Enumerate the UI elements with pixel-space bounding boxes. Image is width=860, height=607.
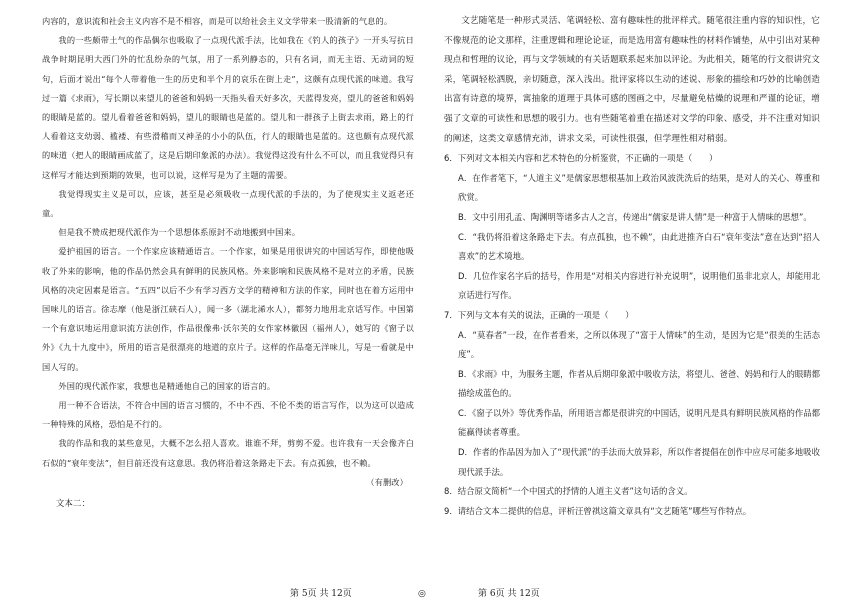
- binding-mark-icon: ◎: [418, 589, 426, 599]
- question-7-option-b: B．《求雨》中，为服务主题，作者从后期印象派中吸收方法，将望儿、爸爸、妈妈和行人的眼睛都描绘成蓝色的。: [458, 368, 820, 399]
- question-7-option-a: A．“莫春者”一段，在作者看来，之所以体现了“富于人情味”的生动，是因为它是“很美的生活态度”。: [458, 329, 820, 360]
- question-8: 8．结合原文简析“一个中国式的抒情的人道主义者”这句话的含义。: [444, 486, 693, 497]
- left-paragraph: 外国的现代派作家，我想也是精通他自己的国家的语言的。: [58, 380, 276, 391]
- right-page-column: [444, 12, 820, 521]
- question-9: 9．请结合文本二提供的信息，评析汪曾祺这篇文章具有“文艺随笔”哪些写作特点。: [444, 505, 752, 516]
- left-page-number: 第 5页 共 12页: [290, 589, 352, 599]
- question-6: [444, 149, 820, 306]
- question-6-option-a: A．在作者笔下，“人道主义”是儒家思想根基加上政治风波洗洗后的结果，是对人的关心、尊重和欣赏。: [458, 172, 820, 203]
- question-7-option-d: D．作者的作品因为加入了“现代派”的手法而大放异彩，所以作者提倡在创作中应尽可能多地吸收现代派手法。: [458, 447, 820, 477]
- question-6-option-c: C．“我仍将沿着这条路走下去。有点孤独，也不赖”，由此进推齐白石“衰年变法”意在达到“招人喜欢”的艺术境地。: [458, 231, 820, 262]
- question-7: [444, 306, 820, 482]
- left-paragraph: 爱护祖国的语言。一个作家应该精通语言。一个作家，如果是用很讲究的中国话写作，即使他吸收了外来的影响，他的作品仍然会具有鲜明的民族风格。外来影响和民族风格不是对立的矛盾，民族风格的决定因素是语言。“五四”以后不少有学习西方文学的精神和方法的作家，同时也在着方运用中国味儿的语言。徐志摩（他是浙江硖石人），闻一多（湖北浠水人），都努力地用北京话写作。中国第一个有意识地运用意识流方法创作，作品很像弗·沃尔芙的女作家林徽因（福州人），她写的《窗子以外》《九十九度中》，所用的语言是很漂亮的地道的京片子。这样的作品毫无洋味儿，写是一看就是中国人写的。: [42, 246, 414, 372]
- left-paragraph: 内容的，意识流和社会主义内容不是不相容，而是可以给社会主义文学带来一股清新的气息的。: [42, 16, 393, 26]
- left-page-column: [42, 12, 414, 514]
- section-heading-text-two: 文本二：: [56, 498, 91, 509]
- left-paragraphs: [42, 12, 414, 473]
- source-note: （有删改）: [366, 476, 408, 487]
- left-paragraph: 我的一些颇带土气的作品偶尔也吸取了一点现代派手法，比如我在《钓人的孩子》一开头写抗日战争时期昆明大西门外的忙乱纷杂的气氛，用了一系列静态的，只有名词，而无主语、无动词的短句，后面才说出“每个人带着他一生的历史和半个月的哀乐在街上走”，这颇有点现代派的味道。我写过一篇《求雨》，写长期以来望儿的爸爸和妈妈一天指头看天好多次，天蓝得发亮，望儿的爸爸和妈妈的眼睛是蓝的。望儿看着爸爸和妈妈，望儿的眼睛也是蓝的。望儿和一群孩子上街去求雨，路上的行人看着这支幼弱、褴褛、有些滑稽而又神圣的小小的队伍，行人的眼睛也是蓝的。这也颇有点现代派的味道（把人的眼睛画成蓝了，这是后期印象派的办法）。我觉得这没有什么不可以，而且我觉得只有这样写才能达到预期的效果，也可以说，这样写是为了主题的需要。: [42, 35, 414, 180]
- question-7-option-c: C．《窗子以外》等优秀作品，所用语言都是很讲究的中国话，说明凡是具有鲜明民族风格的作品都能赢得读者尊重。: [458, 407, 820, 438]
- question-6-stem: 6．下列对文本相关内容和艺术特色的分析鉴赏，不正确的一项是（ ）: [444, 153, 718, 164]
- left-paragraph: 用一种不合语法，不符合中国的语言习惯的，不中不西、不伦不类的语言写作，以为这可以造成一种特殊的风格，恐怕是不行的。: [42, 400, 414, 430]
- left-paragraph: 但是我不赞成把现代派作为一个思想体系原封不动地搬到中国来。: [58, 227, 301, 238]
- question-6-option-d: D．几位作家名字后的括号，作用是“对相关内容进行补充说明”，说明他们虽非北京人，却能用北京话进行写作。: [458, 270, 820, 301]
- left-paragraph: 我觉得现实主义是可以，应该，甚至是必须吸收一点现代派的手法的，为了使现实主义返老还童。: [42, 188, 414, 219]
- question-6-option-b: B．文中引用孔孟、陶渊明等诸多古人之言，传递出“儒家是讲人情”是一种富于人情味的思想”。: [458, 211, 812, 222]
- text-two-intro: 文艺随笔是一种形式灵活、笔调轻松、富有趣味性的批评样式。随笔很注重内容的知识性，它不像规范的论文那样，注重逻辑和理论论证，而是选用富有趣味性的材料作铺垫，从中引出对某种现点和哲理的议论，再与文学领域的有关话题联系起来加以评论。为此相关，随笔的行文很讲究文采，笔调轻松洒脱，亲切随意，深入浅出。批评家将以生动的述说、形象的描绘和巧妙的比喻创造出富有诗意的境界，寓抽象的道理于具体可感的图画之中，尽量避免枯燥的说理和严谨的论证，增强了文章的可读性和思想的吸引力。也有些随笔着重在描述对文学的印象、感受，并不注重对知识的阐述，这类文章感情充沛，讲求文采，可读性很强，但学理性相对稍弱。: [444, 16, 820, 144]
- question-7-stem: 7．下列与文本有关的说法，正确的一项是（ ）: [444, 309, 634, 320]
- right-page-number: 第 6页 共 12页: [478, 589, 540, 599]
- left-paragraph: 我的作品和我的某些意见，大概不怎么招人喜欢。谁谁不拜，剪剪不爱。也许我有一天会像齐白石似的“衰年变法”，但目前还没有这意思。我仍将沿着这条路走下去。有点孤独，也不赖。: [42, 438, 414, 468]
